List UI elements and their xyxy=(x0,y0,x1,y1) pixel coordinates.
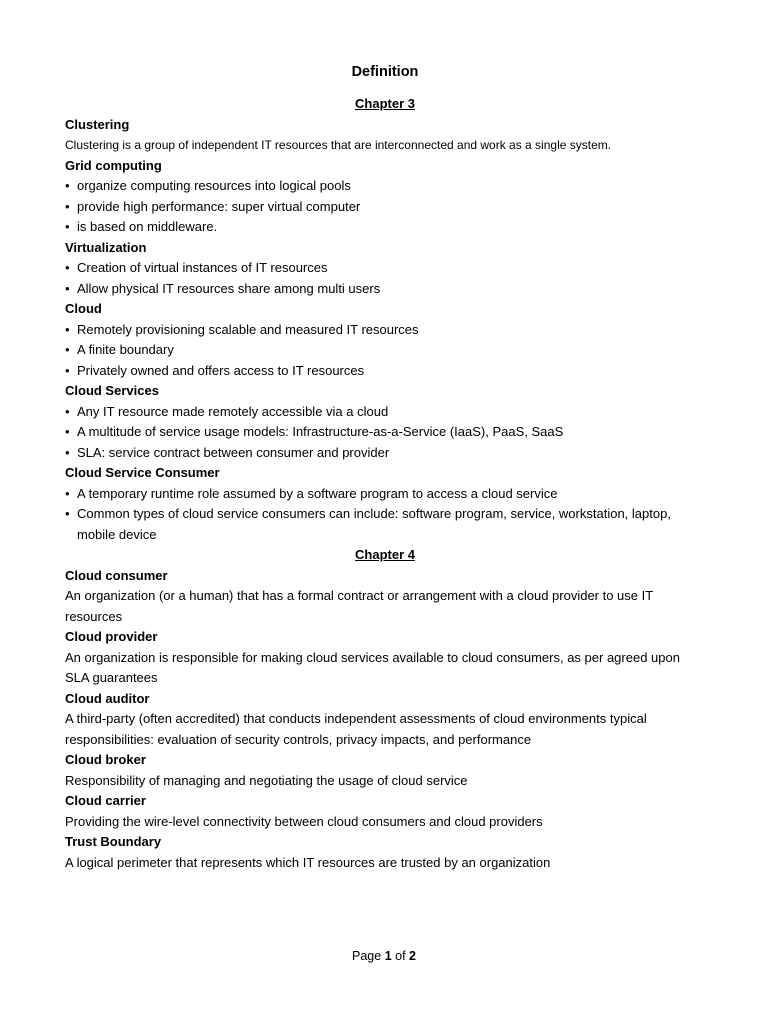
bullet-icon: • xyxy=(65,321,70,337)
definition-cloud-broker: Responsibility of managing and negotiating the usage of cloud service xyxy=(65,772,468,788)
bullet-icon: • xyxy=(65,280,70,296)
list-item: • Any IT resource made remotely accessible via a cloud xyxy=(65,402,705,423)
document-title: Definition xyxy=(351,64,419,80)
chapter-4-heading: Chapter 4 xyxy=(355,547,415,562)
definition-cloud-auditor: A third-party (often accredited) that conducts independent assessments of cloud environments typical responsibilities: evaluation of security controls, privacy impacts, and performance xyxy=(65,711,647,747)
bullet-icon: • xyxy=(65,178,70,193)
definition-trust-boundary: A logical perimeter that represents which IT resources are trusted by an organization xyxy=(65,854,551,870)
term-cloud-broker: Cloud broker xyxy=(65,752,146,767)
list-item: • organize computing resources into logical pools xyxy=(65,176,705,197)
list-item: • A temporary runtime role assumed by a software program to access a cloud service xyxy=(65,484,705,505)
bullet-list-cloud-service-consumer xyxy=(65,484,705,546)
bullet-icon: • xyxy=(65,198,70,214)
bullet-list-virtualization xyxy=(65,258,705,299)
bullet-icon: • xyxy=(65,485,70,501)
page-label: Page xyxy=(352,949,382,963)
bullet-icon: • xyxy=(65,506,70,521)
list-item: • A finite boundary xyxy=(65,340,705,361)
list-item: • is based on middleware. xyxy=(65,217,705,238)
bullet-list-grid-computing xyxy=(65,176,705,238)
bullet-icon: • xyxy=(65,219,70,234)
bullet-icon: • xyxy=(65,260,70,275)
term-cloud-provider: Cloud provider xyxy=(65,629,158,644)
bullet-icon: • xyxy=(65,424,70,439)
current-page-number: 1 xyxy=(384,949,392,963)
term-clustering: Clustering xyxy=(65,116,130,132)
term-cloud-carrier: Cloud carrier xyxy=(65,793,146,808)
chapter-3-heading: Chapter 3 xyxy=(355,96,415,111)
of-label: of xyxy=(395,949,406,963)
list-item: • Allow physical IT resources share among multi users xyxy=(65,279,705,300)
definition-cloud-carrier: Providing the wire-level connectivity between cloud consumers and cloud providers xyxy=(65,813,543,829)
bullet-list-cloud-services xyxy=(65,402,705,464)
bullet-icon: • xyxy=(65,342,70,357)
document-page xyxy=(65,62,705,873)
bullet-icon: • xyxy=(65,362,70,378)
bullet-list-cloud xyxy=(65,320,705,382)
term-cloud-consumer: Cloud consumer xyxy=(65,567,168,583)
term-grid-computing: Grid computing xyxy=(65,157,162,173)
list-item: • A multitude of service usage models: Infrastructure-as-a-Service (IaaS), PaaS, SaaS xyxy=(65,422,705,443)
list-item: • Privately owned and offers access to IT resources xyxy=(65,361,705,382)
list-item: • provide high performance: super virtual computer xyxy=(65,197,705,218)
term-cloud-services: Cloud Services xyxy=(65,383,159,398)
term-cloud-auditor: Cloud auditor xyxy=(65,690,150,706)
total-pages-number: 2 xyxy=(409,949,416,963)
list-item: • Common types of cloud service consumers can include: software program, service, workstation, laptop, mobile device xyxy=(65,506,671,542)
definition-clustering: Clustering is a group of independent IT resources that are interconnected and work as a single system. xyxy=(65,138,612,152)
definition-cloud-consumer: An organization (or a human) that has a formal contract or arrangement with a cloud provider to use IT resources xyxy=(65,588,653,624)
term-cloud: Cloud xyxy=(65,301,102,316)
list-item: • Remotely provisioning scalable and measured IT resources xyxy=(65,320,705,341)
list-item: • SLA: service contract between consumer and provider xyxy=(65,443,705,464)
bullet-icon: • xyxy=(65,444,70,460)
bullet-icon: • xyxy=(65,403,70,419)
definition-cloud-provider: An organization is responsible for making cloud services available to cloud consumers, as per agreed upon SLA guarantees xyxy=(65,649,680,685)
list-item: • Creation of virtual instances of IT resources xyxy=(65,258,705,279)
term-virtualization: Virtualization xyxy=(65,239,147,255)
page-footer xyxy=(0,946,768,966)
term-cloud-service-consumer: Cloud Service Consumer xyxy=(65,465,220,480)
term-trust-boundary: Trust Boundary xyxy=(65,834,162,849)
